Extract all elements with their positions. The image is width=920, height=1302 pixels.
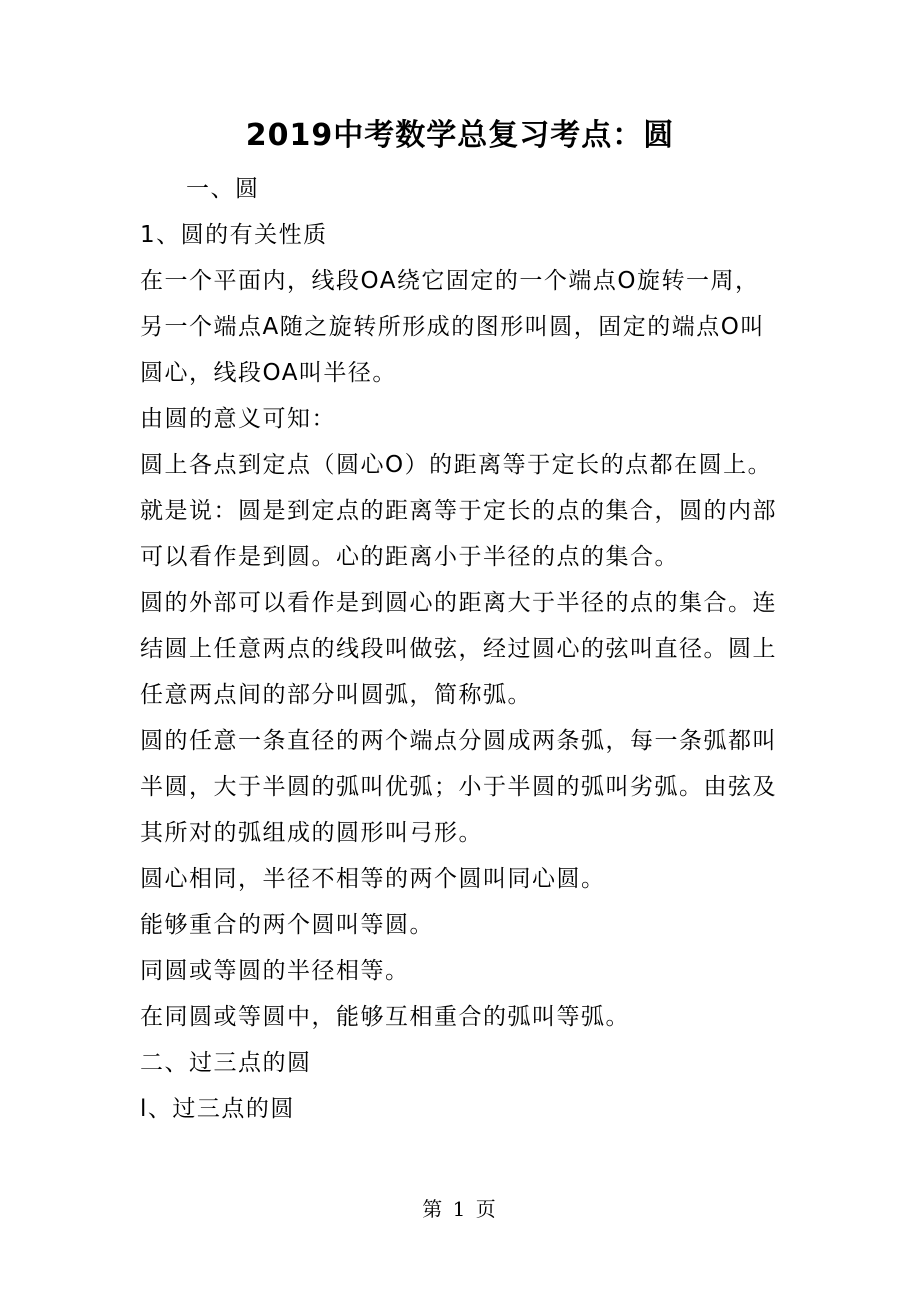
subsection-heading-three-points: l、过三点的圆 [140,1096,295,1122]
subsection-heading-properties: 1、圆的有关性质 [140,222,328,248]
paragraph-line: 在一个平面内，线段OA绕它固定的一个端点O旋转一周， [140,268,760,294]
paragraph-line: 另一个端点A随之旋转所形成的图形叫圆，固定的端点O叫 [140,314,765,340]
document-body [140,166,790,1132]
paragraph-line: 能够重合的两个圆叫等圆。 [140,912,434,938]
document-title: 2019中考数学总复习考点：圆 [245,118,675,153]
paragraph-line: 结圆上任意两点的线段叫做弦，经过圆心的弦叫直径。圆上 [140,636,777,662]
section-heading-three-points: 二、过三点的圆 [140,1050,312,1076]
paragraph-line: 就是说：圆是到定点的距离等于定长的点的集合，圆的内部 [140,498,777,524]
paragraph-line: 在同圆或等圆中，能够互相重合的弧叫等弧。 [140,1004,630,1030]
section-heading-circle: 一、圆 [186,176,260,202]
paragraph-line: 半圆，大于半圆的弧叫优弧；小于半圆的弧叫劣弧。由弦及 [140,774,777,800]
paragraph-line: 其所对的弧组成的圆形叫弓形。 [140,820,483,846]
paragraph-line: 任意两点间的部分叫圆弧，简称弧。 [140,682,532,708]
paragraph-line: 圆上各点到定点（圆心O）的距离等于定长的点都在圆上。 [140,452,773,478]
paragraph-line: 圆的外部可以看作是到圆心的距离大于半径的点的集合。连 [140,590,777,616]
paragraph-line: 圆的任意一条直径的两个端点分圆成两条弧，每一条弧都叫 [140,728,777,754]
page-number: 第 1 页 [422,1197,498,1221]
paragraph-line: 圆心相同，半径不相等的两个圆叫同心圆。 [140,866,606,892]
paragraph-line: 圆心，线段OA叫半径。 [140,360,397,386]
paragraph-line: 由圆的意义可知： [140,406,336,432]
paragraph-line: 可以看作是到圆。心的距离小于半径的点的集合。 [140,544,679,570]
paragraph-line: 同圆或等圆的半径相等。 [140,958,410,984]
